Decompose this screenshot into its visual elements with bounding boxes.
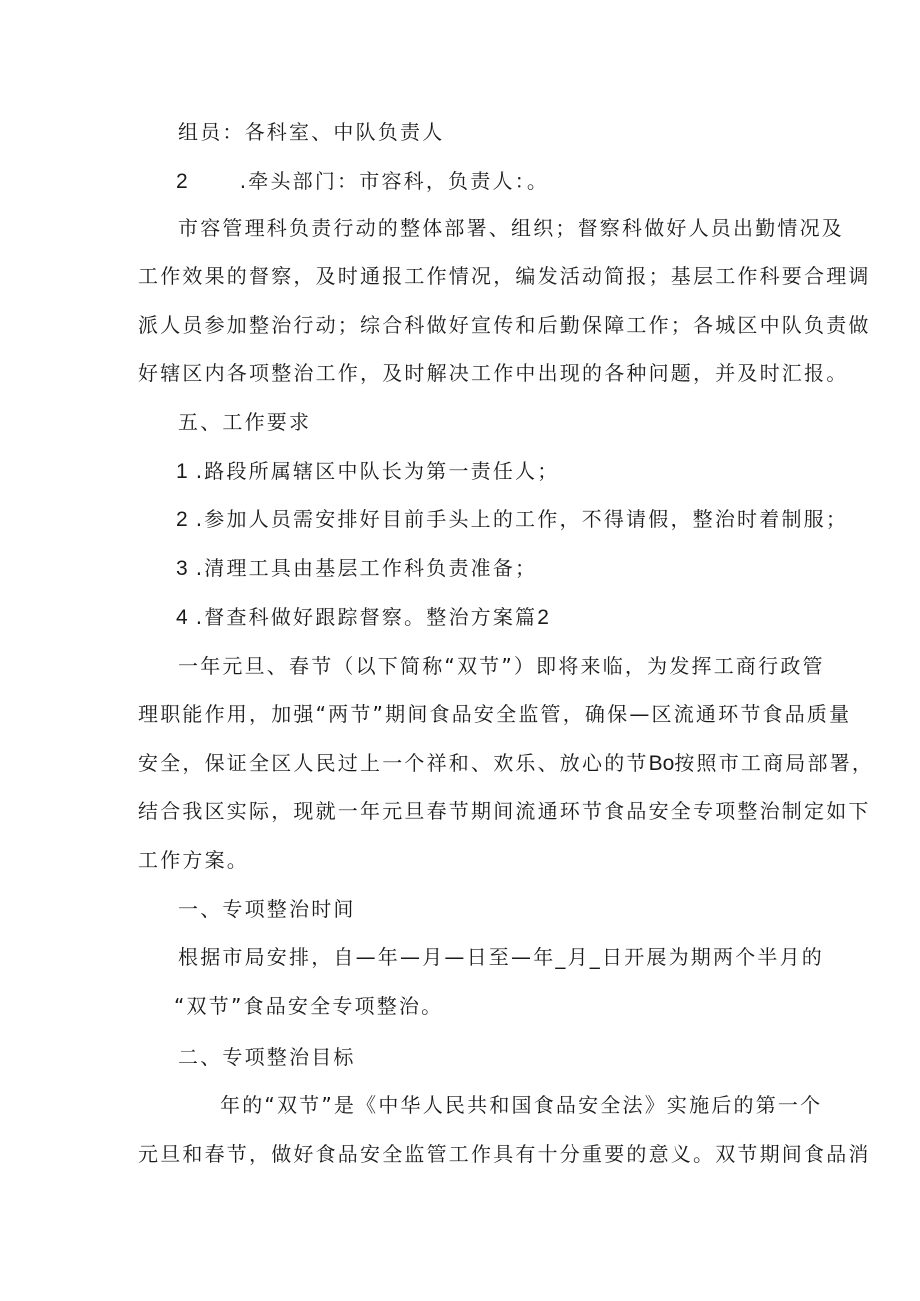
intro-line-5: 工作方案。	[138, 848, 249, 872]
lead-text: .牵头部门：市容科，负责人：。	[239, 169, 550, 193]
section1-heading: 一、专项整治时间	[178, 897, 356, 921]
lead-number: 2	[176, 170, 188, 193]
lead-department-line	[176, 167, 549, 196]
intro-line-3	[138, 749, 874, 778]
requirement-number: 3	[176, 557, 188, 580]
responsibility-line-2: 工作效果的督察，及时通报工作情况，编发活动简报；基层工作科要合理调	[138, 264, 871, 288]
section5-heading: 五、工作要求	[178, 410, 312, 434]
section2-heading: 二、专项整治目标	[178, 1045, 356, 1069]
requirement-text: .路段所属辖区中队长为第一责任人；	[195, 459, 560, 483]
section1-line-2: “双节”食品安全专项整治。	[174, 994, 444, 1018]
responsibility-line-1: 市容管理科负责行动的整体部署、组织；督察科做好人员出勤情况及	[178, 216, 844, 240]
section2-line-1: 年的“双节”是《中华人民共和国食品安全法》实施后的第一个	[220, 1093, 823, 1117]
requirement-item-3	[176, 554, 537, 583]
members-line: 组员：各科室、中队负责人	[178, 120, 445, 144]
intro-line-3-part-c: 按照市工商局部署，	[674, 751, 875, 775]
requirement-text: .督查科做好跟踪督察。整治方案篇	[195, 605, 538, 629]
requirement-text: .参加人员需安排好目前手头上的工作，不得请假，整治时着制服；	[195, 507, 849, 531]
intro-line-2: 理职能作用，加强“两节”期间食品安全监管，确保—区流通环节食品质量	[138, 702, 852, 726]
responsibility-line-4: 好辖区内各项整治工作，及时解决工作中出现的各种问题，并及时汇报。	[138, 361, 849, 385]
intro-line-3-part-a: 安全，保证全区人民过上一个祥和、欢乐、放心的节	[138, 751, 649, 775]
intro-line-1: 一年元旦、春节（以下简称“双节”）即将来临，为发挥工商行政管	[178, 654, 825, 678]
requirement-item-2	[176, 505, 848, 534]
responsibility-line-3: 派人员参加整治行动；综合科做好宣传和后勤保障工作；各城区中队负责做	[138, 313, 871, 337]
intro-line-4: 结合我区实际，现就一年元旦春节期间流通环节食品安全专项整治制定如下	[138, 799, 871, 823]
requirement-number: 4	[176, 606, 188, 629]
section1-line-1: 根据市局安排，自—年—月—日至—年_月_日开展为期两个半月的	[178, 945, 824, 969]
requirement-number: 2	[176, 508, 188, 531]
requirement-item-4	[176, 603, 549, 632]
section2-line-2: 元旦和春节，做好食品安全监管工作具有十分重要的意义。双节期间食品消	[138, 1142, 871, 1166]
requirement-number: 1	[176, 460, 188, 483]
intro-line-3-part-b: Bo	[648, 752, 675, 775]
requirement-text: .清理工具由基层工作科负责准备；	[195, 556, 538, 580]
requirement-item-1	[176, 457, 559, 486]
article-number: 2	[537, 606, 549, 629]
